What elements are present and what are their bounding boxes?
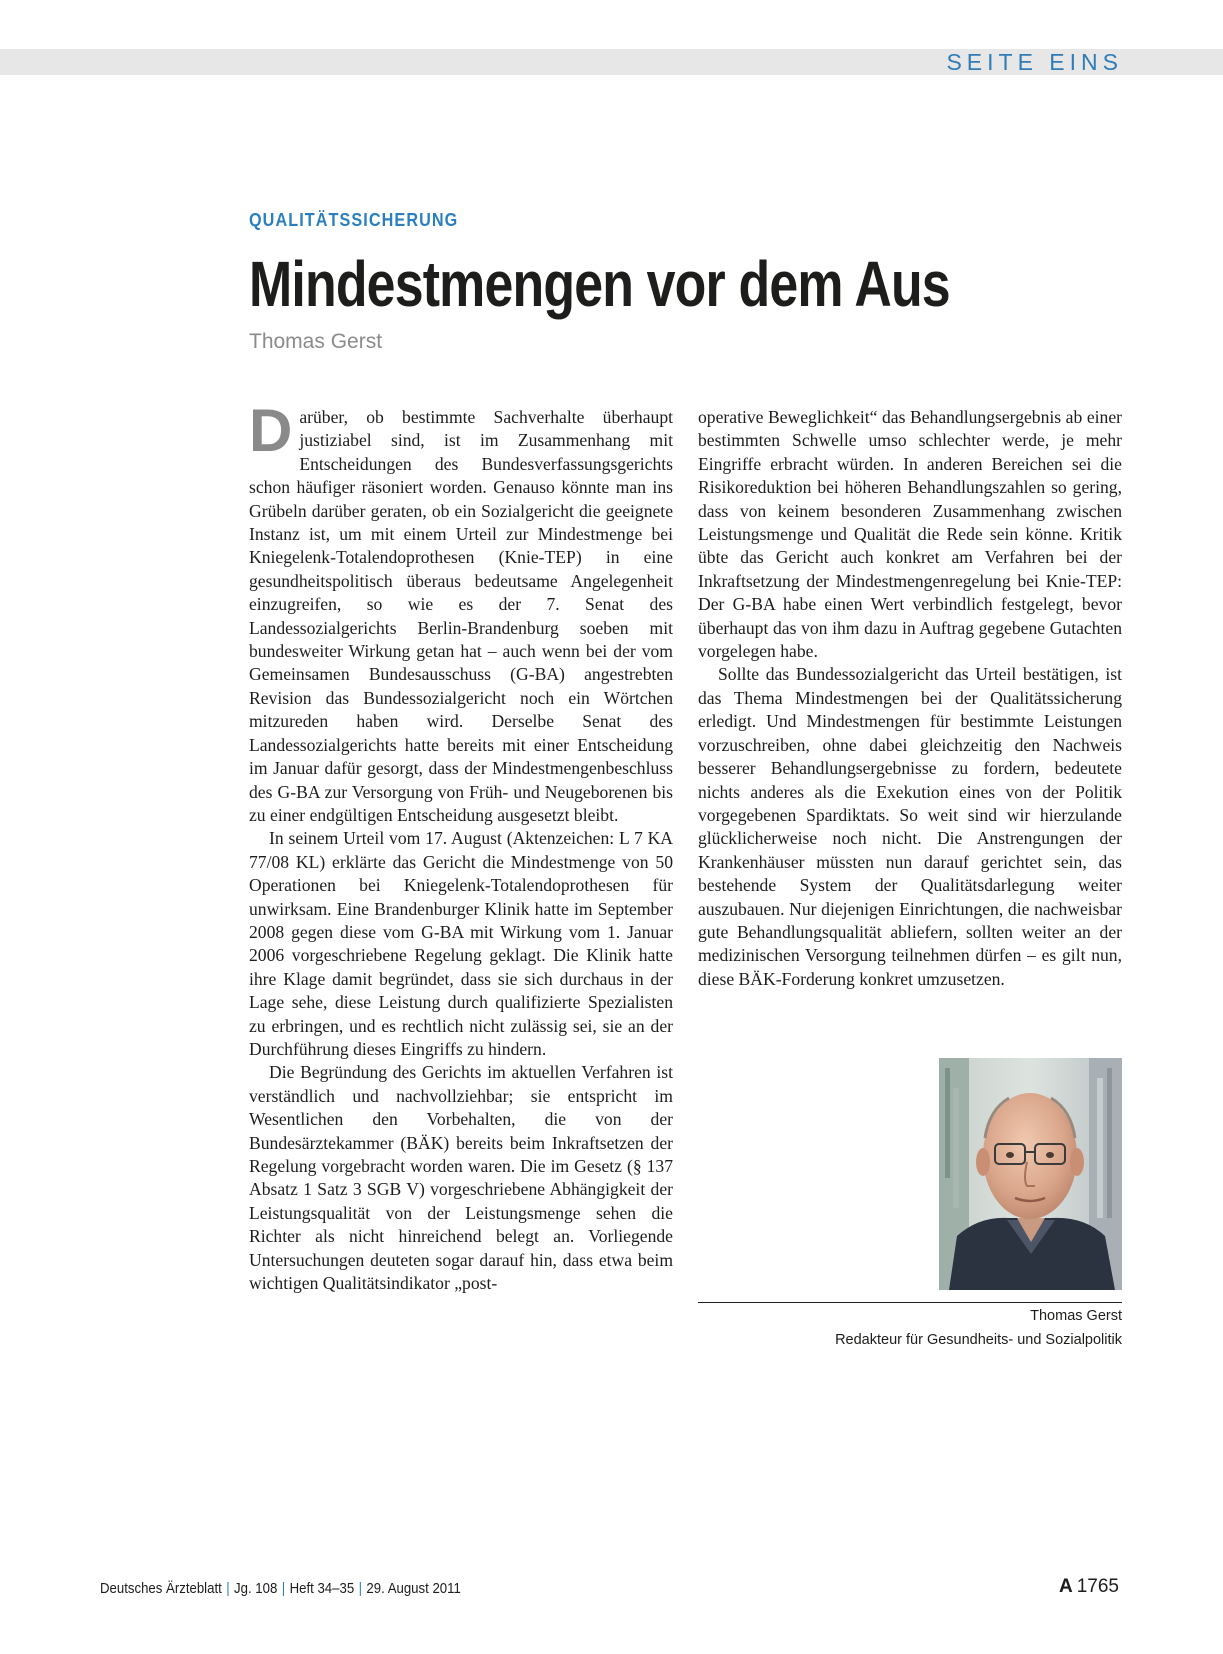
page-number-value: 1765 <box>1076 1576 1119 1597</box>
caption-role: Redakteur für Gesundheits- und Sozialpolitik <box>835 1332 1122 1348</box>
footer-separator: | <box>358 1580 363 1597</box>
paragraph: operative Beweglichkeit“ das Behandlungsergebnis ab einer bestimmten Schwelle umso schlechter werde, je mehr Eingriffe erbracht würden. In anderen Bereichen sei die Risikoreduktion bei höheren Behandlungszahlen so gering, dass von keinem besonderen Zusammenhang zwischen Leistungsmenge und Qualität die Rede sein könne. Kritik übte das Gericht auch konkret am Verfahren bei der Inkraftsetzung der Mindestmengenregelung bei Knie-TEP: Der G-BA habe einen Wert verbindlich festgelegt, bevor überhaupt das von ihm dazu in Auftrag gegebene Gutachten vorgelegen habe. <box>698 407 1122 662</box>
photo-caption <box>698 1304 1122 1352</box>
author-photo <box>939 1058 1122 1290</box>
footer-issue: Heft 34–35 <box>289 1580 355 1597</box>
caption-name: Thomas Gerst <box>1030 1308 1122 1324</box>
footer-journal: Deutsches Ärzteblatt <box>100 1580 222 1597</box>
drop-cap: D <box>249 397 293 464</box>
paragraph-text: arüber, ob bestimmte Sachverhalte überhaupt justiziabel sind, ist im Zusammenhang mit Entscheidungen des Bundesverfassungsgerichts schon häufiger räsoniert worden. Genauso könnte man ins Grübeln darüber geraten, ob ein Sozialgericht die geeignete Instanz ist, um mit einem Urteil zur Mindestmenge bei Kniegelenk-Totalendoprothesen (Knie-TEP) in eine gesundheitspolitisch überaus bedeutsame Angelegenheit einzugreifen, so wie es der 7. Senat des Landessozialgerichts Berlin-Brandenburg soeben mit bundesweiter Wirkung getan hat – auch wenn bei der vom Gemeinsamen Bundesausschuss (G-BA) angestrebten Revision das Bundessozialgericht noch ein Wörtchen mitzureden haben wird. Derselbe Senat des Landessozialgerichts hatte bereits mit einer Entscheidung im Januar dafür gesorgt, dass der Mindestmengenbeschluss des G-BA zur Versorgung von Früh- und Neugeborenen bis zu einer endgültigen Entscheidung ausgesetzt bleibt. <box>249 407 673 825</box>
footer-citation <box>100 1580 461 1597</box>
paragraph: Sollte das Bundessozialgericht das Urteil bestätigen, ist das Thema Mindestmengen bei der Qualitätssicherung erledigt. Und Mindestmengen für bestimmte Leistungen vorzuschreiben, ohne dabei gleichzeitig den Nachweis besserer Behandlungsergebnisse zu fordern, bedeutete nichts anderes als die Exekution eines von der Politik vorgegebenen Spardiktats. So weit sind wir hierzulande glücklicherweise noch nicht. Die Anstrengungen der Krankenhäuser müssten nun darauf gerichtet sein, das bestehende System der Qualitätsdarlegung weiter auszubauen. Nur diejenigen Einrichtungen, die nachweisbar gute Behandlungsqualität abliefern, sollten weiter an der medizinischen Versorgung teilnehmen dürfen – es gilt nun, diese BÄK-Forderung konkret umzusetzen. <box>698 664 1122 989</box>
caption-divider <box>698 1302 1122 1303</box>
article-kicker: QUALITÄTSSICHERUNG <box>249 210 459 230</box>
section-label: SEITE EINS <box>946 49 1123 75</box>
page-number <box>1059 1576 1119 1598</box>
article-author: Thomas Gerst <box>249 330 383 353</box>
footer-separator: | <box>281 1580 286 1597</box>
page-letter: A <box>1058 1576 1073 1597</box>
paragraph <box>249 397 673 827</box>
paragraph: Die Begründung des Gerichts im aktuellen Verfahren ist verständlich und nachvollziehbar; sie entspricht im Wesentlichen den Vorbehalten, die von der Bundesärztekammer (BÄK) bereits beim Inkraftsetzen der Regelung vorgebracht worden waren. Die im Gesetz (§ 137 Absatz 1 Satz 3 SGB V) vorgeschriebene Abhängigkeit der Leistungsqualität von der Leistungsmenge sehen die Richter als nicht hinreichend belegt an. Vorliegende Untersuchungen deuteten sogar darauf hin, dass etwa beim wichtigen Qualitätsindikator „post- <box>249 1062 673 1294</box>
paragraph: In seinem Urteil vom 17. August (Aktenzeichen: L 7 KA 77/08 KL) erklärte das Gericht die Mindestmenge von 50 Operationen bei Kniegelenk-Totalendoprothesen für unwirksam. Eine Brandenburger Klinik hatte im September 2008 gegen diese vom G-BA mit Wirkung vom 1. Januar 2006 vorgeschriebene Regelung geklagt. Die Klinik hatte ihre Klage damit begründet, dass sie sich durchaus in der Lage sehe, diese Leistung durch qualifizierte Spezialisten zu erbringen, und es rechtlich nicht zulässig sei, sie an der Durchführung dieses Eingriffs zu hindern. <box>249 828 673 1059</box>
article-column-1 <box>249 397 673 1295</box>
footer-volume: Jg. 108 <box>234 1580 278 1597</box>
article-title: Mindestmengen vor dem Aus <box>249 248 950 320</box>
footer-date: 29. August 2011 <box>366 1580 461 1597</box>
article-column-2 <box>698 406 1122 991</box>
footer-separator: | <box>226 1580 230 1597</box>
